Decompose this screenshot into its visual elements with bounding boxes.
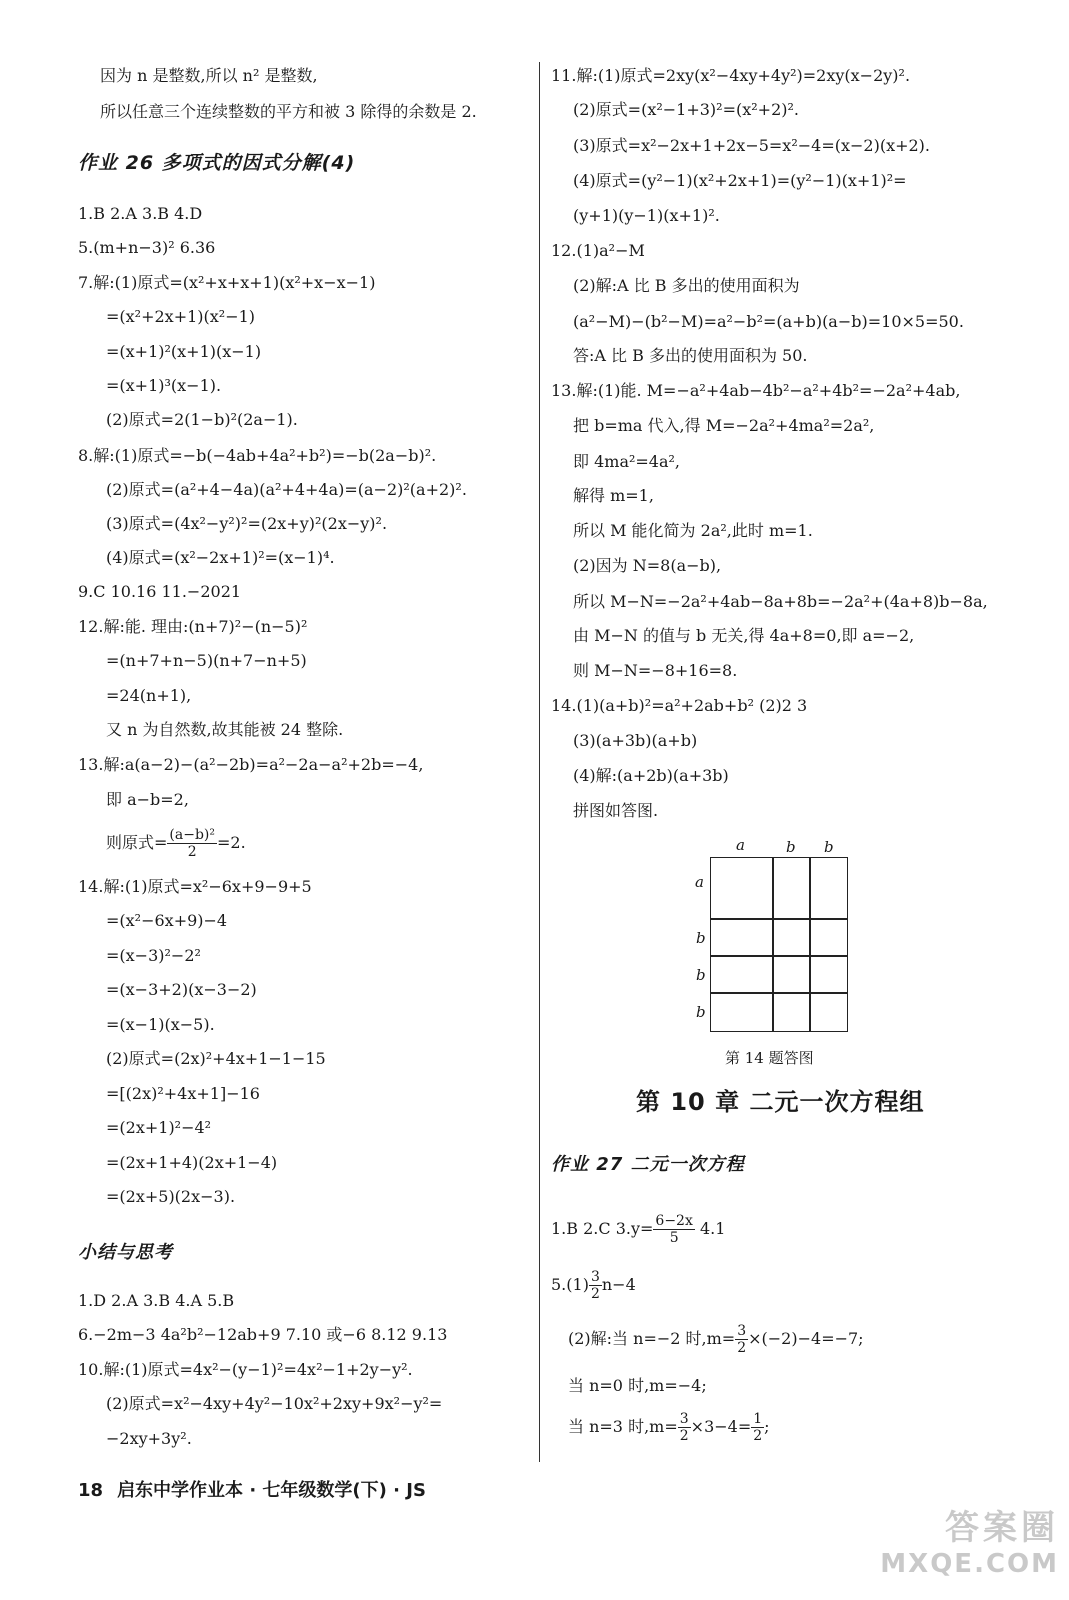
answer-line: 所以 M 能化简为 2a²,此时 m=1.	[573, 521, 813, 540]
fraction	[735, 1323, 748, 1356]
answer-line: =(x−3+2)(x−3−2)	[106, 980, 257, 999]
answer-line: (2)原式=(a²+4−4a)(a²+4+4a)=(a−2)²(a+2)².	[106, 480, 467, 499]
fraction-numerator: 3	[679, 1411, 689, 1427]
fraction-suffix: =2.	[217, 833, 246, 852]
fig-top-label: a	[736, 836, 745, 854]
answer-line: (3)原式=(4x²−y²)²=(2x+y)²(2x−y)².	[106, 514, 388, 533]
intro-line: 所以任意三个连续整数的平方和被 3 除得的余数是 2.	[100, 102, 477, 121]
hw26-title: 作业 26 多项式的因式分解(4)	[78, 152, 356, 174]
answer-line: =(x²−6x+9)−4	[106, 911, 228, 930]
answer-line: (3)(a+3b)(a+b)	[573, 731, 698, 750]
fraction-denominator: 2	[753, 1428, 763, 1444]
page-number: 18	[78, 1480, 104, 1501]
figure-caption: 第 14 题答图	[725, 1049, 814, 1067]
answer-line: (2)原式=(x²−1+3)²=(x²+2)².	[573, 100, 799, 119]
fraction-prefix: 当 n=3 时,m=	[568, 1417, 678, 1436]
answer-line: =(2x+1+4)(2x+1−4)	[106, 1153, 278, 1172]
grid-line	[711, 992, 847, 994]
answer-line: (2)原式=(2x)²+4x+1−1−15	[106, 1049, 326, 1068]
fraction-prefix: (2)解:当 n=−2 时,m=	[568, 1329, 736, 1348]
answer-line: 10.解:(1)原式=4x²−(y−1)²=4x²−1+2y−y².	[78, 1360, 413, 1379]
answer-line: 5.(m+n−3)² 6.36	[78, 238, 216, 257]
fig-side-label: b	[696, 1003, 706, 1021]
fraction-denominator: 5	[669, 1230, 679, 1246]
answer-line: =(x+1)³(x−1).	[106, 376, 222, 395]
grid-line	[772, 858, 774, 1031]
answer-line: 13.解:a(a−2)−(a²−2b)=a²−2a−a²+2b=−4,	[78, 755, 424, 774]
fraction	[678, 1411, 691, 1444]
fig-side-label: a	[695, 873, 704, 891]
answer-line: 12.(1)a²−M	[551, 241, 645, 260]
fraction-denominator: 2	[187, 844, 197, 860]
fraction-denominator: 2	[737, 1340, 747, 1356]
answer-line: 11.解:(1)原式=2xy(x²−4xy+4y²)=2xy(x−2y)².	[551, 66, 911, 85]
answer-line: 1.D 2.A 3.B 4.A 5.B	[78, 1291, 235, 1310]
fraction-numerator: 3	[590, 1269, 600, 1285]
answer-line: =(2x+5)(2x−3).	[106, 1187, 236, 1206]
fraction-middle: ×3−4=	[690, 1417, 752, 1436]
grid-line	[711, 918, 847, 920]
fraction	[167, 827, 217, 860]
answer-line: 6.−2m−3 4a²b²−12ab+9 7.10 或−6 8.12 9.13	[78, 1325, 448, 1344]
answer-line-fraction	[551, 1212, 725, 1246]
answer-line: =(x−1)(x−5).	[106, 1015, 215, 1034]
fraction-numerator: 1	[753, 1411, 763, 1427]
book-title: 启东中学作业本 · 七年级数学(下) · JS	[117, 1480, 426, 1501]
fraction-denominator: 2	[590, 1286, 600, 1302]
answer-line: 解得 m=1,	[573, 486, 654, 505]
answer-line: =(x−3)²−2²	[106, 946, 201, 965]
chapter-title: 第 10 章 二元一次方程组	[636, 1088, 925, 1116]
answer-line: 所以 M−N=−2a²+4ab−8a+8b=−2a²+(4a+8)b−8a,	[573, 592, 988, 611]
grid-line	[809, 858, 811, 1031]
watermark	[880, 1500, 1059, 1579]
fraction-numerator: 3	[737, 1323, 747, 1339]
answer-line: (a²−M)−(b²−M)=a²−b²=(a+b)(a−b)=10×5=50.	[573, 312, 964, 331]
watermark-url: MXQE.COM	[880, 1549, 1059, 1579]
answer-line: 1.B 2.A 3.B 4.D	[78, 204, 203, 223]
fraction-numerator: (a−b)²	[169, 827, 215, 843]
fraction-prefix: 则原式=	[106, 833, 168, 852]
answer-line: =(x+1)²(x+1)(x−1)	[106, 342, 262, 361]
answer-line: −2xy+3y².	[106, 1429, 192, 1448]
intro-line: 因为 n 是整数,所以 n² 是整数,	[100, 66, 318, 85]
answer-line: =(n+7+n−5)(n+7−n+5)	[106, 651, 307, 670]
answer-line: (2)原式=2(1−b)²(2a−1).	[106, 410, 298, 429]
fig-top-label: b	[824, 838, 834, 856]
answer-line: 即 a−b=2,	[106, 790, 189, 809]
fraction-suffix: ;	[764, 1417, 770, 1436]
answer-line: 拼图如答图.	[573, 801, 659, 820]
answer-line: 9.C 10.16 11.−2021	[78, 582, 242, 601]
watermark-logo: 答案圈	[945, 1508, 1059, 1548]
answer-line: =(x²+2x+1)(x²−1)	[106, 307, 256, 326]
answer-line: (2)解:A 比 B 多出的使用面积为	[573, 276, 800, 295]
answer-line: 把 b=ma 代入,得 M=−2a²+4ma²=2a²,	[573, 416, 875, 435]
fig-top-label: b	[786, 838, 796, 856]
answer-line: (3)原式=x²−2x+1+2x−5=x²−4=(x−2)(x+2).	[573, 136, 931, 155]
answer-line: (2)原式=x²−4xy+4y²−10x²+2xy+9x²−y²=	[106, 1394, 443, 1413]
hw27-title: 作业 27 二元一次方程	[551, 1154, 745, 1175]
answer-line: 7.解:(1)原式=(x²+x+x+1)(x²+x−x−1)	[78, 273, 376, 292]
fraction-prefix: 1.B 2.C 3.y=	[551, 1219, 654, 1238]
answer-line: (4)解:(a+2b)(a+3b)	[573, 766, 729, 785]
fig-side-label: b	[696, 966, 706, 984]
answer-line: 14.解:(1)原式=x²−6x+9−9+5	[78, 877, 312, 896]
fraction-prefix: 5.(1)	[551, 1275, 589, 1294]
answer-line: (4)原式=(y²−1)(x²+2x+1)=(y²−1)(x+1)²=	[573, 171, 907, 190]
tiling-grid	[710, 857, 848, 1032]
answer-line-fraction	[568, 1322, 864, 1356]
answer-line: 当 n=0 时,m=−4;	[568, 1376, 707, 1395]
fraction-suffix: n−4	[601, 1275, 636, 1294]
answer-line-fraction	[568, 1410, 770, 1444]
answer-line: (4)原式=(x²−2x+1)²=(x−1)⁴.	[106, 548, 335, 567]
answer-line: =24(n+1),	[106, 686, 192, 705]
answer-line: 14.(1)(a+b)²=a²+2ab+b² (2)2 3	[551, 696, 808, 715]
answer-line: 13.解:(1)能. M=−a²+4ab−4b²−a²+4b²=−2a²+4ab,	[551, 381, 961, 400]
fraction-suffix: ×(−2)−4=−7;	[748, 1329, 864, 1348]
fraction	[751, 1411, 764, 1444]
column-divider	[539, 62, 540, 1462]
answer-line-fraction	[106, 826, 246, 860]
summary-title: 小结与思考	[78, 1242, 173, 1263]
answer-line: (2)因为 N=8(a−b),	[573, 556, 722, 575]
answer-line-fraction	[551, 1268, 636, 1302]
fraction	[589, 1269, 602, 1302]
answer-line: 由 M−N 的值与 b 无关,得 4a+8=0,即 a=−2,	[573, 626, 915, 645]
answer-line: 8.解:(1)原式=−b(−4ab+4a²+b²)=−b(2a−b)².	[78, 446, 437, 465]
fraction-denominator: 2	[679, 1428, 689, 1444]
answer-line: 即 4ma²=4a²,	[573, 452, 681, 471]
fraction-suffix: 4.1	[694, 1219, 726, 1238]
page-footer	[78, 1476, 426, 1502]
answer-line: 又 n 为自然数,故其能被 24 整除.	[106, 720, 344, 739]
fraction-numerator: 6−2x	[655, 1213, 693, 1229]
answer-line: =[(2x)²+4x+1]−16	[106, 1084, 260, 1103]
answer-line: =(2x+1)²−4²	[106, 1118, 212, 1137]
answer-line: 12.解:能. 理由:(n+7)²−(n−5)²	[78, 617, 308, 636]
answer-line: 则 M−N=−8+16=8.	[573, 661, 738, 680]
fig-side-label: b	[696, 929, 706, 947]
answer-line: 答:A 比 B 多出的使用面积为 50.	[573, 346, 808, 365]
fraction	[653, 1213, 694, 1246]
grid-line	[711, 955, 847, 957]
answer-line: (y+1)(y−1)(x+1)².	[573, 206, 720, 225]
